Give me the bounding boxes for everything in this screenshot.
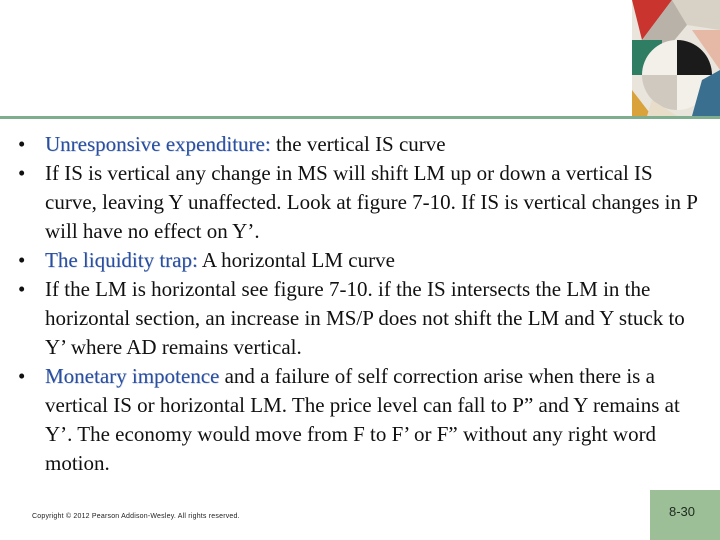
bullet-marker: • — [18, 277, 26, 301]
copyright-notice: Copyright © 2012 Pearson Addison-Wesley. All rights reserved. — [32, 513, 240, 520]
bullet-item — [18, 362, 708, 478]
page-number: 8-30 — [668, 504, 696, 519]
bullet-text: A horizontal LM curve — [197, 248, 395, 272]
decorative-artwork — [632, 0, 720, 116]
key-term: Unresponsive expenditure: — [45, 132, 271, 156]
bullet-item — [18, 159, 708, 246]
key-term: Monetary impotence — [45, 364, 220, 388]
bullet-item — [18, 130, 708, 159]
bullet-text: the vertical IS curve — [270, 132, 446, 156]
bullet-text: and a failure of self correction arise when there is a vertical IS or horizontal LM. The price level can fall to P” and Y remains at Y’. The economy would move from F to F’ or F” without any right word motion. — [45, 364, 680, 475]
page-number-box — [650, 490, 720, 540]
bullet-text: If the LM is horizontal see figure 7-10. if the IS intersects the LM in the horizontal section, an increase in MS/P does not shift the LM and Y stuck to Y’ where AD remains vertical. — [45, 277, 685, 359]
bullet-item — [18, 246, 708, 275]
bullet-marker: • — [18, 248, 26, 272]
bullet-item — [18, 275, 708, 362]
key-term: The liquidity trap: — [45, 248, 198, 272]
bullet-marker: • — [18, 364, 26, 388]
bullet-marker: • — [18, 132, 26, 156]
bullet-text: If IS is vertical any change in MS will shift LM up or down a vertical IS curve, leaving Y unaffected. Look at figure 7-10. If IS is vertical changes in P will have no effect on Y’. — [45, 161, 698, 243]
bullet-marker: • — [18, 161, 26, 185]
header-divider — [0, 116, 720, 119]
bullet-list — [18, 130, 708, 478]
